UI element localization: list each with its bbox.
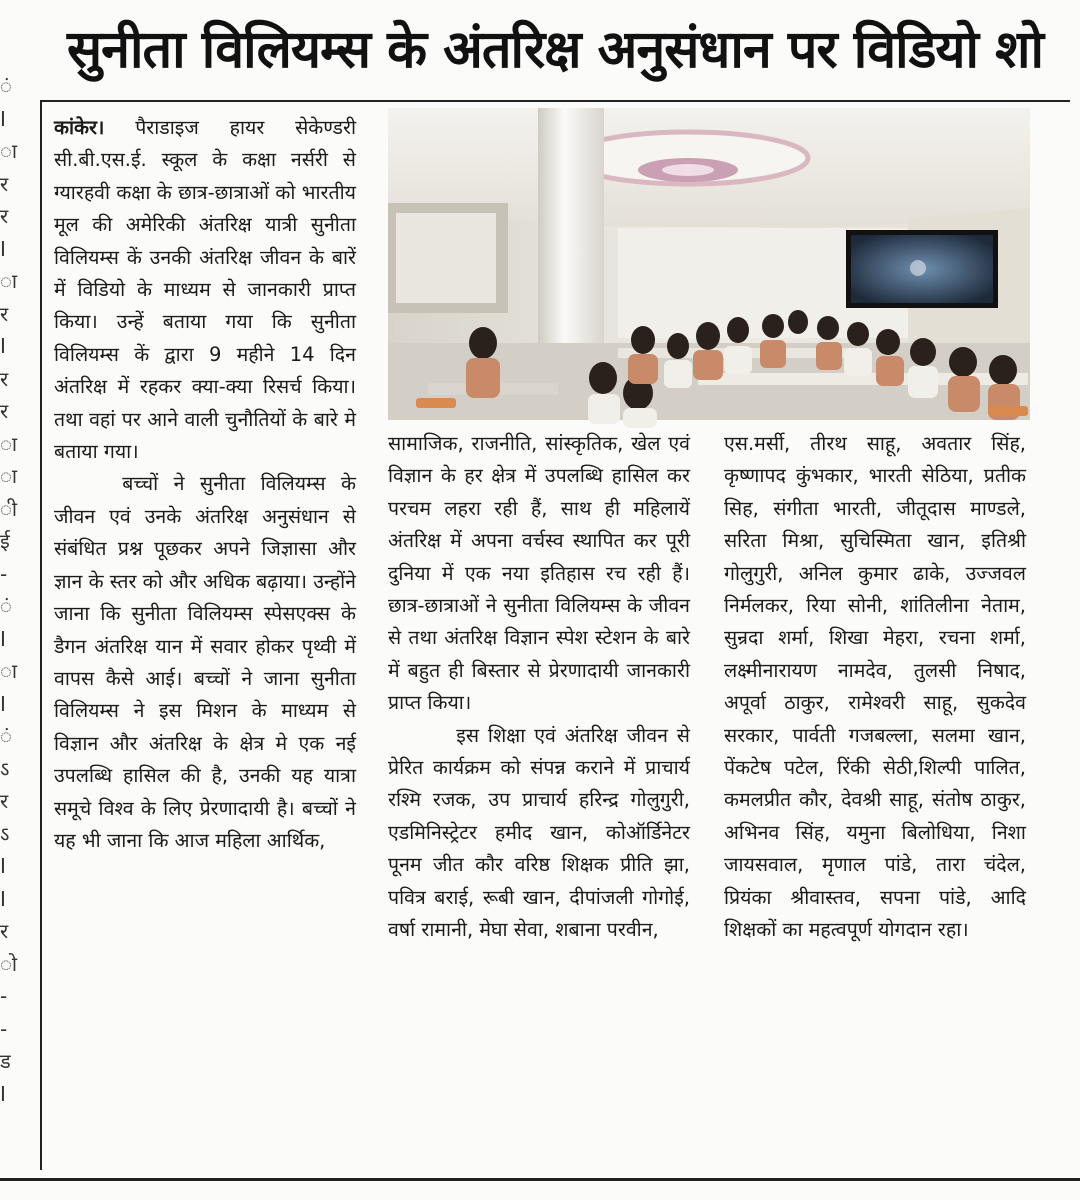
edge-fragment: I xyxy=(0,854,6,878)
paragraph-1-text: पैराडाइज हायर सेकेण्डरी सी.बी.एस.ई. स्कूल के कक्षा नर्सरी से ग्यारहवी कक्षा के छात्र-छात्राओं को भारतीय मूल की अमेरिकी अंतरिक्ष यात्री सुनीता विलियम्स कें उनकी अंतरिक्ष जीवन के बारें में विडियो के माध्यम से जानकारी प्राप्त किया। उन्हें बताया गया कि सुनीता विलियम्स कें द्वारा 9 महीने 14 दिन अंतरिक्ष में रहकर क्या-क्या रिसर्च किया। तथा वहां पर आने वाली चुनौतियों के बारे मे बताया गया। xyxy=(54,116,356,464)
edge-fragment: - xyxy=(0,561,8,586)
edge-fragment: I xyxy=(0,106,6,131)
edge-fragment: ऽ xyxy=(0,756,10,781)
edge-fragment: र xyxy=(0,171,9,196)
edge-fragment: ी xyxy=(0,496,18,521)
edge-fragment: I xyxy=(0,886,6,911)
edge-fragment: I xyxy=(0,1081,6,1106)
edge-fragment: र xyxy=(0,789,9,813)
article-column-3 xyxy=(724,428,1026,947)
edge-fragment: ऽ xyxy=(0,821,10,846)
edge-fragment: र xyxy=(0,919,9,943)
edge-fragment: ा xyxy=(0,139,18,163)
paragraph-3: सामाजिक, राजनीति, सांस्कृतिक, खेल एवं विज्ञान के हर क्षेत्र में उपलब्धि हासिल कर परचम लहरा रही हैं, साथ ही महिलायें अंतरिक्ष में अपना वर्चस्व स्थापित कर पूरी दुनिया में एक नया इतिहास रच रही हैं। छात्र-छात्राओं ने सुनीता विलियम्स के जीवन से तथा अंतरिक्ष विज्ञान स्पेश स्टेशन के बारे में बहुत ही बिस्तार से प्रेरणादायी जानकारी प्राप्त किया। xyxy=(388,432,690,715)
news-photo-classroom xyxy=(388,108,1030,420)
edge-fragment: I xyxy=(0,334,6,358)
edge-fragment: ा xyxy=(0,464,18,488)
paragraph-1 xyxy=(54,112,356,468)
bottom-rule xyxy=(0,1178,1080,1181)
edge-fragment: - xyxy=(0,984,8,1008)
edge-fragment: ड xyxy=(0,1049,11,1073)
edge-fragment: र xyxy=(0,301,9,326)
edge-fragment: ा xyxy=(0,269,18,293)
edge-fragment: ो xyxy=(0,951,18,976)
edge-fragment: ं xyxy=(0,74,12,98)
paragraph-2: बच्चों ने सुनीता विलियम्स के जीवन एवं उनके अंतरिक्ष अनुसंधान से संबंधित प्रश्न पूछकर अपने जिज्ञासा और ज्ञान के स्तर को और अधिक बढ़ाया। उन्होंने जाना कि सुनीता विलियम्स स्पेसएक्स के डैगन अंतरिक्ष यान में सवार होकर पृथ्वी में वापस कैसे आई। बच्चों ने जाना सुनीता विलियम्स ने इस मिशन के माध्यम से विज्ञान और अंतरिक्ष के क्षेत्र मे एक नई उपलब्धि हासिल की है, उनकी यह यात्रा समूचे विश्व के लिए प्रेरणादायी है। बच्चों ने यह भी जाना कि आज महिला आर्थिक, xyxy=(54,472,356,852)
edge-fragment: ं xyxy=(0,724,12,748)
edge-fragment: र xyxy=(0,399,9,423)
edge-fragment: I xyxy=(0,626,6,651)
paragraph-5: एस.मर्सी, तीरथ साहू, अवतार सिंह, कृष्णापद कुंभकार, भारती सेठिया, प्रतीक सिह, संगीता भारती, जीतूदास माण्डले, सरिता मिश्रा, सुचिस्मिता खान, इतिश्री गोलुगुरी, अनिल कुमार ढाके, उज्जवल निर्मलकर, रिया सोनी, शांतिलीना नेताम, सुन्रदा शर्मा, शिखा मेहरा, रचना शर्मा, लक्ष्मीनारायण नामदेव, तुलसी निषाद, अपूर्वा ठाकुर, रामेश्वरी साहू, सुकदेव सरकार, पार्वती गजबल्ला, सलमा खान, पेंकटेष पटेल, रिंकी सेठी,शिल्पी पालित, कमलप्रीत कौर, देवश्री साहू, संतोष ठाकुर, अभिनव सिंह, यमुना बिलोधिया, निशा जायसवाल, मृणाल पांडे, तारा चंदेल, प्रियंका श्रीवास्तव, सपना पांडे, आदि शिक्षकों का महत्वपूर्ण योगदान रहा। xyxy=(724,432,1026,942)
classroom-photo-illustration xyxy=(388,108,1030,420)
edge-fragment: ा xyxy=(0,659,18,683)
edge-fragment: र xyxy=(0,366,9,391)
paragraph-4: इस शिक्षा एवं अंतरिक्ष जीवन से प्रेरित कार्यक्रम को संपन्न कराने में प्राचार्य रश्मि रजक, उप प्राचार्य हरिन्द्र गोलुगुरी, एडमिनिस्ट्रेटर हमीद खान, कोऑर्डिनेटर पूनम जीत कौर वरिष्ठ शिक्षक प्रीति झा, पवित्र बराई, रूबी खान, दीपांजली गोगोई, वर्षा रामानी, मेघा सेवा, शबाना परवीन, xyxy=(388,723,690,942)
column-divider-rule xyxy=(40,100,42,1170)
edge-fragment: ं xyxy=(0,594,12,618)
edge-fragment: ई xyxy=(0,529,10,553)
dateline: कांकेर। xyxy=(54,116,105,139)
adjacent-column-fragment xyxy=(0,70,18,1130)
edge-fragment: - xyxy=(0,1016,8,1041)
edge-fragment: ा xyxy=(0,431,18,456)
article-column-2 xyxy=(388,428,690,947)
edge-fragment: र xyxy=(0,204,9,228)
headline: सुनीता विलियम्स के अंतरिक्ष अनुसंधान पर विडियो शो xyxy=(67,20,1043,80)
article-column-1 xyxy=(54,112,356,857)
headline-rule xyxy=(40,100,1070,102)
edge-fragment: I xyxy=(0,236,6,261)
edge-fragment: I xyxy=(0,691,6,716)
